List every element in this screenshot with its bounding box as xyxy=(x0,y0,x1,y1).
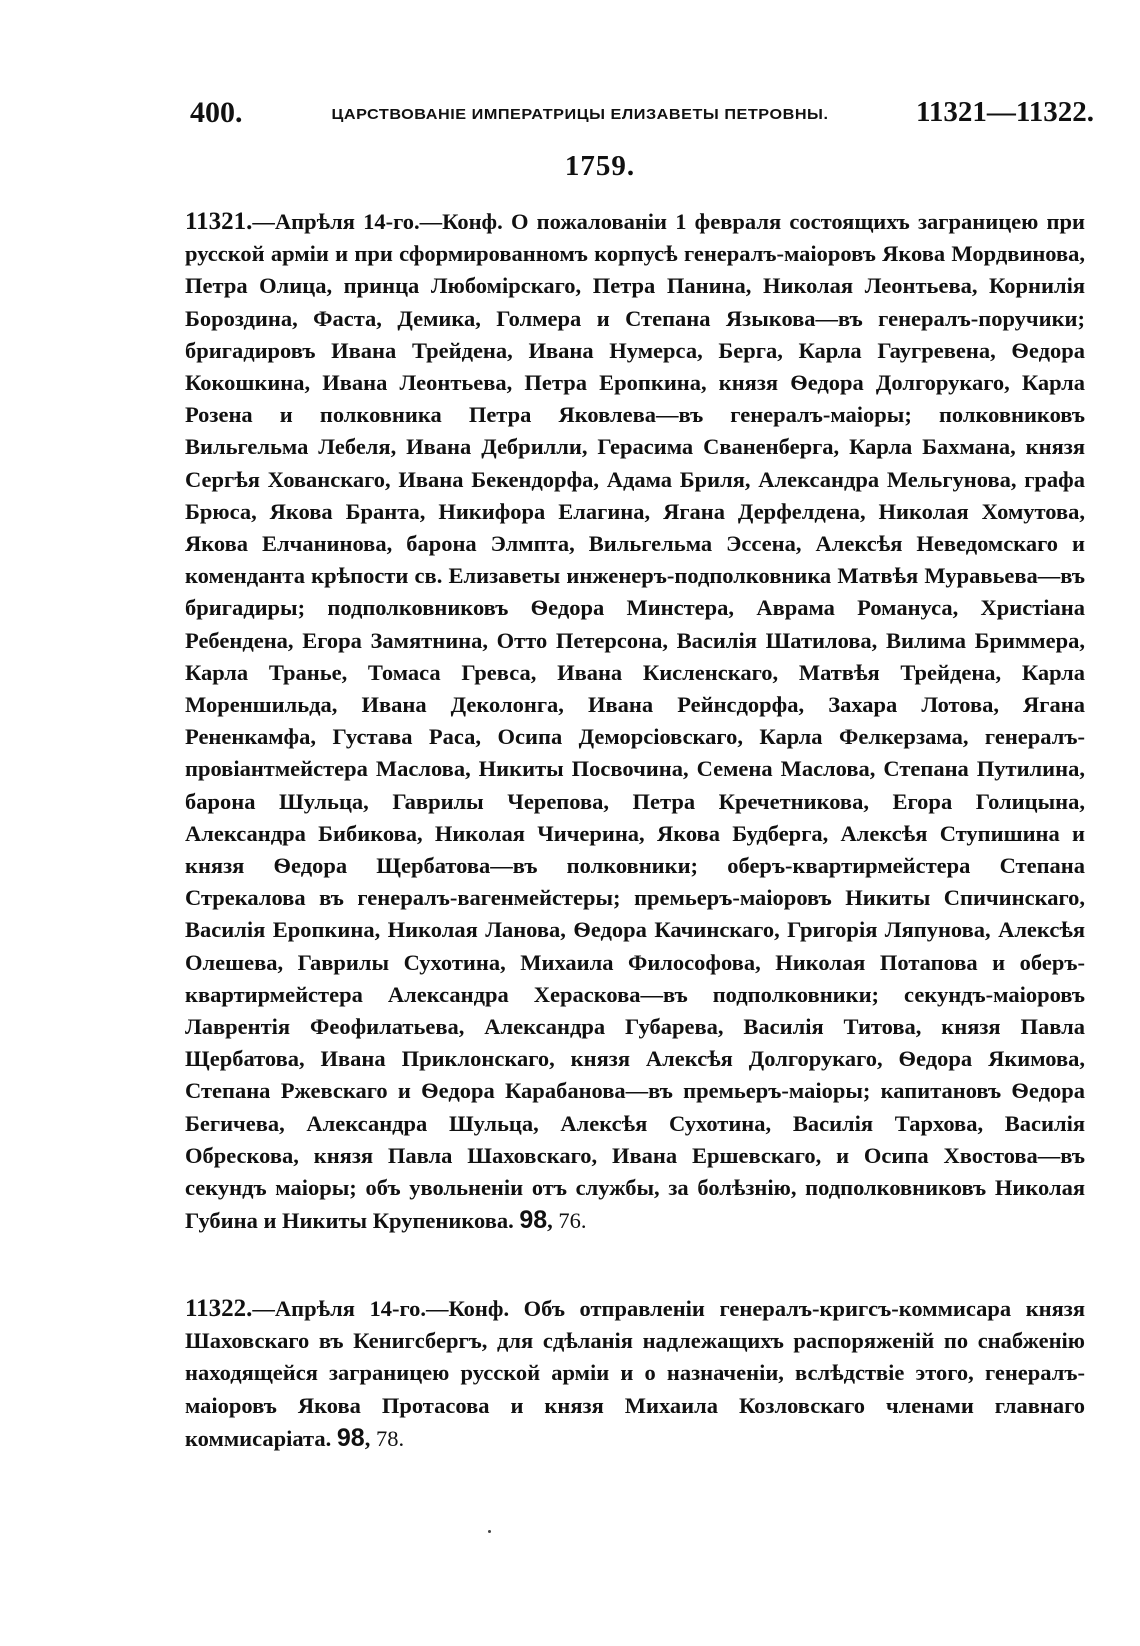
law-entry: 11321.—Апрѣля 14-го.—Конф. О пожалованіи 1 февраля состоящихъ заграницею при русской арміи и при сформированномъ корпусѣ генералъ-маіоровъ Якова Мордвинова, Петра Олица, принца Любомірскаго, Петра Панина, Николая Леонтьева, Корнилія Бороздина, Фаста, Демика, Голмера и Степана Языкова—въ генералъ-поручики; бригадировъ Ивана Трейдена, Ивана Нумерса, Берга, Карла Гаугревена, Ѳедора Кокошкина, Ивана Леонтьева, Петра Еропкина, князя Ѳедора Долгорукаго, Карла Розена и полковника Петра Яковлева—въ генералъ-маіоры; полковниковъ Вильгельма Лебеля, Ивана Дебрилли, Герасима Сваненберга, Карла Бахмана, князя Сергѣя Хованскаго, Ивана Бекендорфа, Адама Бриля, Александра Мельгунова, графа Брюса, Якова Бранта, Никифора Елагина, Ягана Дерфелдена, Николая Хомутова, Якова Елчанинова, барона Элмпта, Вильгельма Эссена, Алексѣя Неведомскаго и коменданта крѣпости св. Елизаветы инженеръ-подполковника Матвѣя Муравьева—въ бригадиры; подполковниковъ Ѳедора Минстера, Аврама Романуса, Христіана Ребендена, Егора Замятнина, Отто Петерсона, Василія Шатилова, Вилима Бриммера, Карла Транье, Томаса Гревса, Ивана Кисленскаго, Матвѣя Трейдена, Карла Мореншильда, Ивана Деколонга, Ивана Рейнсдорфа, Захара Лотова, Ягана Рененкамфа, Густава Раса, Осипа Деморсіовскаго, Карла Фелкерзама, генералъ-провіантмейстера Маслова, Никиты Посвочина, Семена Маслова, Степана Путилина, барона Шульца, Гаврилы Черепова, Петра Кречетникова, Егора Голицына, Александра Бибикова, Николая Чичерина, Якова Будберга, Алексѣя Ступишина и князя Ѳедора Щербатова—въ полковники; оберъ-квартирмейстера Степана Стрекалова въ генералъ-вагенмейстеры; премьеръ-маіоровъ Никиты Спичинскаго, Василія Еропкина, Николая Ланова, Ѳедора Качинскаго, Григорія Ляпунова, Алексѣя Олешева, Гаврилы Сухотина, Михаила Философова, Николая Потапова и оберъ-квартирмейстера Александра Хераскова—въ подполковники; секундъ-маіоровъ Лаврентія Феофилатьева, Александра Губарева, Василія Титова, князя Павла Щербатова, Ивана Приклонскаго, князя Алексѣя Долгорукаго, Ѳедора Якимова, Степана Ржевскаго и Ѳедора Карабанова—въ премьеръ-маіоры; капитановъ Ѳедора Бегичева, Александра Шульца, Алексѣя Сухотина, Василія Тархова, Василія Обрескова, князя Павла Шаховскаго, Ивана Ершевскаго, и Осипа Хвостова—въ секундъ маіоры; объ увольненіи отъ службы, за болѣзнію, подполковниковъ Николая Губина и Никиты Крупеникова. 98, 76. xyxy=(185,208,1085,1235)
entry-number: 11321. xyxy=(185,208,253,235)
reference-volume: 98 xyxy=(336,1423,365,1452)
print-speck xyxy=(488,1530,491,1533)
reference-page: 76. xyxy=(558,1208,587,1234)
year-heading: 1759. xyxy=(564,150,636,182)
running-head xyxy=(190,96,1094,136)
entry-body: О пожалованіи 1 февраля состоящихъ заграницею при русской арміи и при сформированномъ корпусѣ генералъ-маіоровъ Якова Мордвинова, Петра Олица, принца Любомірскаго, Петра Панина, Николая Леонтьева, Корнилія Бороздина, Фаста, Демика, Голмера и Степана Языкова—въ генералъ-поручики; бригадировъ Ивана Трейдена, Ивана Нумерса, Берга, Карла Гаугревена, Ѳедора Кокошкина, Ивана Леонтьева, Петра Еропкина, князя Ѳедора Долгорукаго, Карла Розена и полковника Петра Яковлева—въ генералъ-маіоры; полковниковъ Вильгельма Лебеля, Ивана Дебрилли, Герасима Сваненберга, Карла Бахмана, князя Сергѣя Хованскаго, Ивана Бекендорфа, Адама Бриля, Александра Мельгунова, графа Брюса, Якова Бранта, Никифора Елагина, Ягана Дерфелдена, Николая Хомутова, Якова Елчанинова, барона Элмпта, Вильгельма Эссена, Алексѣя Неведомскаго и коменданта крѣпости св. Елизаветы инженеръ-подполковника Матвѣя Муравьева—въ бригадиры; подполковниковъ Ѳедора Минстера, Аврама Романуса, Христіана Ребендена, Егора Замятнина, Отто Петерсона, Василія Шатилова, Вилима Бриммера, Карла Транье, Томаса Гревса, Ивана Кисленскаго, Матвѣя Трейдена, Карла Мореншильда, Ивана Деколонга, Ивана Рейнсдорфа, Захара Лотова, Ягана Рененкамфа, Густава Раса, Осипа Деморсіовскаго, Карла Фелкерзама, генералъ-провіантмейстера Маслова, Никиты Посвочина, Семена Маслова, Степана Путилина, барона Шульца, Гаврилы Черепова, Петра Кречетникова, Егора Голицына, Александра Бибикова, Николая Чичерина, Якова Будберга, Алексѣя Ступишина и князя Ѳедора Щербатова—въ полковники; оберъ-квартирмейстера Степана Стрекалова въ генералъ-вагенмейстеры; премьеръ-маіоровъ Никиты Спичинскаго, Василія Еропкина, Николая Ланова, Ѳедора Качинскаго, Григорія Ляпунова, Алексѣя Олешева, Гаврилы Сухотина, Михаила Философова, Николая Потапова и оберъ-квартирмейстера Александра Хераскова—въ подполковники; секундъ-маіоровъ Лаврентія Феофилатьева, Александра Губарева, Василія Титова, князя Павла Щербатова, Ивана Приклонскаго, князя Алексѣя Долгорукаго, Ѳедора Якимова, Степана Ржевскаго и Ѳедора Карабанова—въ премьеръ-маіоры; капитановъ Ѳедора Бегичева, Александра Шульца, Алексѣя Сухотина, Василія Тархова, Василія Обрескова, князя Павла Шаховскаго, Ивана Ершевскаго, и Осипа Хвостова—въ секундъ маіоры; объ увольненіи отъ службы, за болѣзнію, подполковниковъ Николая Губина и Никиты Крупеникова. xyxy=(185,209,1085,1234)
law-entry: 11322.—Апрѣля 14-го.—Конф. Объ отправленіи генералъ-кригсъ-коммисара князя Шаховскаго въ Кенигсбергъ, для сдѣланія надлежащихъ распоряженій по снабженію находящейся заграницею русской арміи и о назначеніи, вслѣдствіе этого, генералъ-маіоровъ Якова Протасова и князя Михаила Козловскаго членами главнаго коммисаріата. 98, 78. xyxy=(185,1295,1086,1452)
running-title: ЦАРСТВОВАНІЕ ИМПЕРАТРИЦЫ ЕЛИЗАВЕТЫ ПЕТРОВНЫ. xyxy=(331,106,829,123)
page-number: 400. xyxy=(190,96,243,129)
entry-body: Объ отправленіи генералъ-кригсъ-коммисара князя Шаховскаго въ Кенигсбергъ, для сдѣланія надлежащихъ распоряженій по снабженію находящейся заграницею русской арміи и о назначеніи, вслѣдствіе этого, генералъ-маіоровъ Якова Протасова и князя Михаила Козловскаго членами главнаго коммисаріата. xyxy=(185,1296,1086,1451)
entry-lead: —Апрѣля 14-го.—Конф. xyxy=(252,1296,510,1321)
entry-lead: —Апрѣля 14-го.—Конф. xyxy=(252,209,503,234)
entry-number: 11322. xyxy=(185,1295,253,1322)
reference-volume: 98 xyxy=(519,1206,548,1235)
reference-page: 78. xyxy=(375,1425,405,1451)
entry-range: 11321—11322. xyxy=(915,96,1094,128)
